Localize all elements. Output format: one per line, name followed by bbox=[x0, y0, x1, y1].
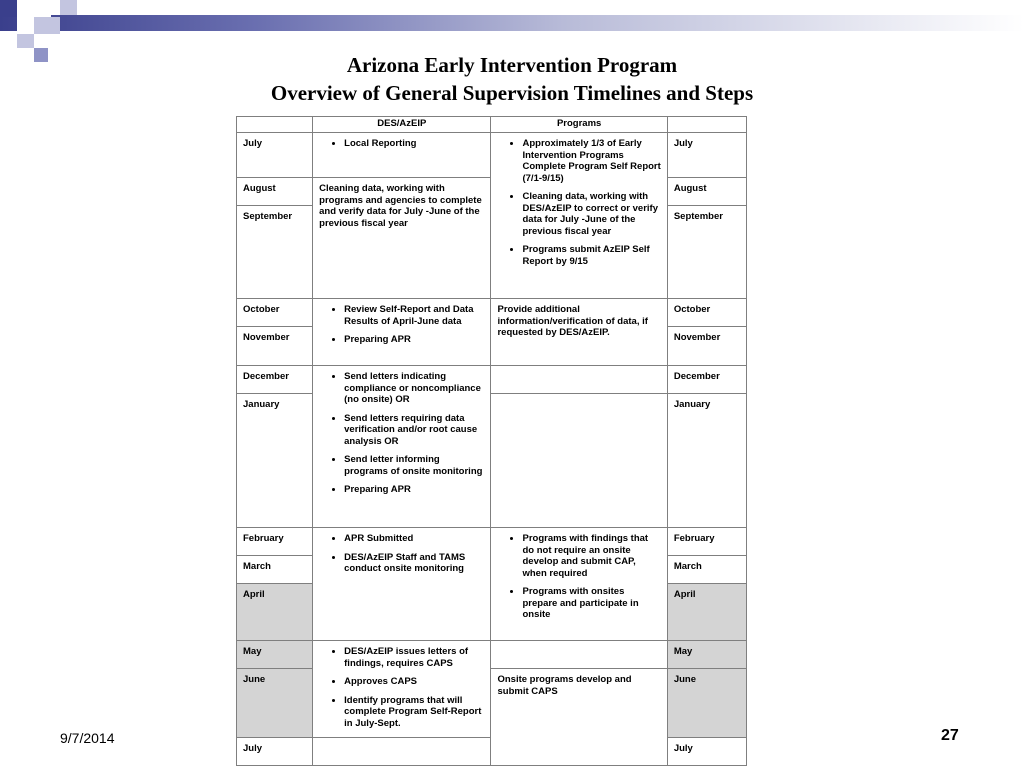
july-programs-list bbox=[497, 138, 660, 267]
month-january-right: January bbox=[667, 394, 746, 528]
month-september-right: September bbox=[667, 206, 746, 299]
month-march-right: March bbox=[667, 556, 746, 584]
table-row-december bbox=[237, 366, 747, 394]
list-item: • Approximately 1/3 of Early Intervention Programs Complete Program Self Report (7/1-9/15) bbox=[522, 138, 660, 184]
month-november-right: November bbox=[667, 327, 746, 366]
list-item: • Local Reporting bbox=[344, 138, 484, 150]
july-des-list bbox=[319, 138, 484, 150]
month-december-right: December bbox=[667, 366, 746, 394]
feb-des-list bbox=[319, 533, 484, 575]
header-row bbox=[237, 117, 747, 133]
may-programs-empty bbox=[491, 641, 667, 669]
dec-des-list bbox=[319, 371, 484, 496]
month-june-left: June bbox=[237, 669, 313, 738]
month-july-end-right: July bbox=[667, 738, 746, 766]
list-item: • Preparing APR bbox=[344, 484, 484, 496]
dec-des-cell bbox=[313, 366, 491, 528]
decor-square bbox=[0, 0, 17, 17]
july-programs-cell bbox=[491, 133, 667, 299]
feb-programs-list bbox=[497, 533, 660, 621]
list-item: • DES/AzEIP issues letters of findings, requires CAPS bbox=[344, 646, 484, 669]
list-item: • Cleaning data, working with DES/AzEIP to correct or verify data for July -June of the previous fiscal year bbox=[522, 191, 660, 237]
list-item: • Approves CAPS bbox=[344, 676, 484, 688]
page-number: 27 bbox=[941, 727, 959, 744]
header-desazeip: DES/AzEIP bbox=[313, 117, 491, 133]
decor-square bbox=[17, 34, 34, 48]
july-des-cell bbox=[313, 133, 491, 178]
month-october-left: October bbox=[237, 299, 313, 327]
slide-title-line1: Arizona Early Intervention Program bbox=[346, 53, 678, 77]
list-item: • Programs submit AzEIP Self Report by 9/15 bbox=[522, 244, 660, 267]
table-row-october bbox=[237, 299, 747, 327]
july-end-des-empty bbox=[313, 738, 491, 766]
header-empty-right bbox=[667, 117, 746, 133]
month-may-right: May bbox=[667, 641, 746, 669]
month-march-left: March bbox=[237, 556, 313, 584]
may-des-cell bbox=[313, 641, 491, 738]
table-row-july bbox=[237, 133, 747, 178]
month-october-right: October bbox=[667, 299, 746, 327]
list-item: • Send letters indicating compliance or noncompliance (no onsite) OR bbox=[344, 371, 484, 406]
list-item: • Send letters requiring data verification and/or root cause analysis OR bbox=[344, 413, 484, 448]
month-september-left: September bbox=[237, 206, 313, 299]
month-april-right: April bbox=[667, 584, 746, 641]
header-empty-left bbox=[237, 117, 313, 133]
month-august-left: August bbox=[237, 178, 313, 206]
oct-des-cell bbox=[313, 299, 491, 366]
month-may-left: May bbox=[237, 641, 313, 669]
month-january-left: January bbox=[237, 394, 313, 528]
decor-square bbox=[34, 34, 51, 48]
decor-square bbox=[34, 0, 51, 17]
decor-square bbox=[17, 0, 34, 17]
list-item: • Preparing APR bbox=[344, 334, 484, 346]
june-programs-cell: Onsite programs develop and submit CAPS bbox=[491, 669, 667, 766]
month-november-left: November bbox=[237, 327, 313, 366]
aug-sep-des-cell: Cleaning data, working with programs and agencies to complete and verify data for July -June of the previous fiscal year bbox=[313, 178, 491, 299]
decor-square bbox=[60, 0, 77, 15]
dec-programs-empty bbox=[491, 366, 667, 394]
oct-programs-cell: Provide additional information/verification of data, if requested by DES/AzEIP. bbox=[491, 299, 667, 366]
footer-date: 9/7/2014 bbox=[60, 730, 115, 746]
month-july-left: July bbox=[237, 133, 313, 178]
list-item: • APR Submitted bbox=[344, 533, 484, 545]
list-item: • DES/AzEIP Staff and TAMS conduct onsite monitoring bbox=[344, 552, 484, 575]
table-row-february bbox=[237, 528, 747, 556]
may-des-list bbox=[319, 646, 484, 729]
header-gradient-bar bbox=[0, 15, 1024, 31]
month-june-right: June bbox=[667, 669, 746, 738]
list-item: • Identify programs that will complete Program Self-Report in July-Sept. bbox=[344, 695, 484, 730]
timeline-table bbox=[236, 116, 747, 766]
list-item: • Review Self-Report and Data Results of April-June data bbox=[344, 304, 484, 327]
list-item: • Programs with findings that do not require an onsite develop and submit CAP, when required bbox=[522, 533, 660, 579]
decor-square bbox=[0, 34, 17, 48]
feb-des-cell bbox=[313, 528, 491, 641]
month-december-left: December bbox=[237, 366, 313, 394]
month-august-right: August bbox=[667, 178, 746, 206]
jan-programs-empty bbox=[491, 394, 667, 528]
feb-programs-cell bbox=[491, 528, 667, 641]
month-april-left: April bbox=[237, 584, 313, 641]
month-july-right: July bbox=[667, 133, 746, 178]
month-february-left: February bbox=[237, 528, 313, 556]
list-item: • Send letter informing programs of onsite monitoring bbox=[344, 454, 484, 477]
decor-square bbox=[34, 17, 60, 34]
oct-des-list bbox=[319, 304, 484, 346]
month-february-right: February bbox=[667, 528, 746, 556]
header-programs: Programs bbox=[491, 117, 667, 133]
list-item: • Programs with onsites prepare and participate in onsite bbox=[522, 586, 660, 621]
month-july-end-left: July bbox=[237, 738, 313, 766]
table-row-may bbox=[237, 641, 747, 669]
slide-title-line2: Overview of General Supervision Timelines and Steps bbox=[270, 81, 754, 105]
decor-square bbox=[17, 17, 34, 34]
